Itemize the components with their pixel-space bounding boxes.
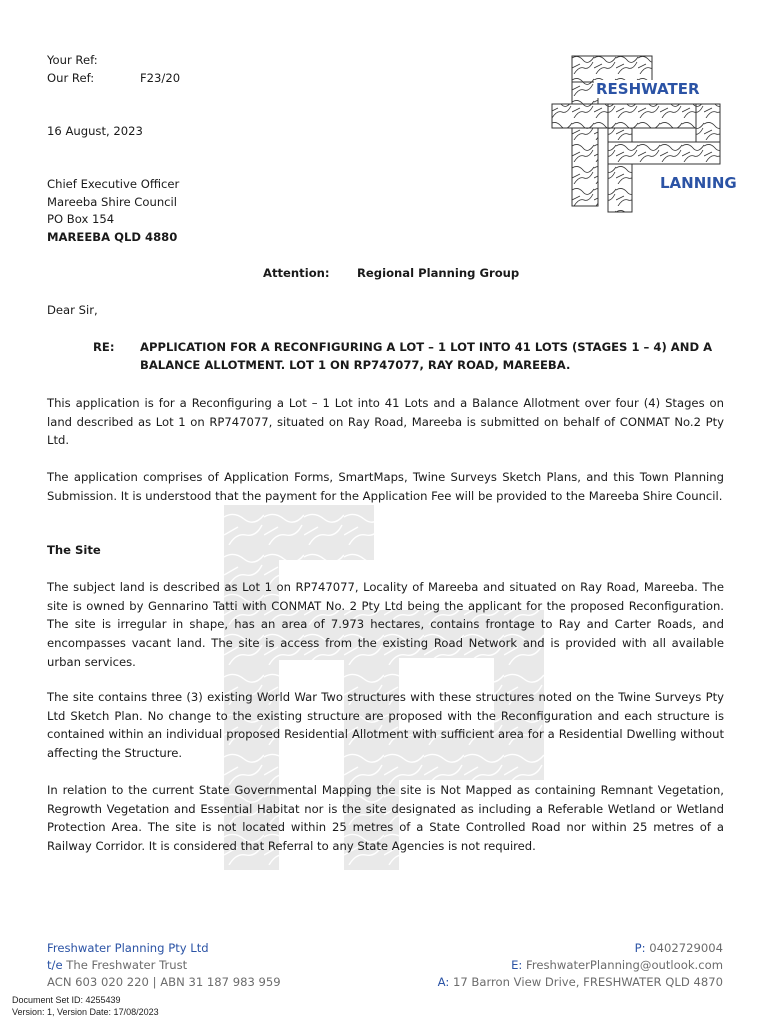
document-version: Version: 1, Version Date: 17/08/2023 [12,1007,159,1017]
footer-te-prefix: t/e [47,958,63,972]
footer-phone-value: 0402729004 [649,941,723,955]
recipient-line-3: PO Box 154 [47,212,115,226]
attention-value: Regional Planning Group [357,266,520,280]
subject-line-1: APPLICATION FOR A RECONFIGURING A LOT – 1 LOT INTO 41 LOTS (STAGES 1 – 4) AND A [140,340,713,354]
section-heading-site: The Site [47,543,101,557]
subject-label: RE: [93,340,115,354]
footer-trust [47,958,187,972]
footer-phone [635,941,723,955]
document-set-id: Document Set ID: 4255439 [12,995,121,1005]
letter-date: 16 August, 2023 [47,124,143,138]
paragraph-5: In relation to the current State Governmental Mapping the site is Not Mapped as containing Remnant Vegetation, Regrowth Vegetation and Essential Habitat nor is the site designated as including a Referable Wetland or Wetland Protection Area. The site is not located within 25 metres of a State Controlled Road nor within 25 metres of a Railway Corridor. It is considered that Referral to any State Agencies is not required. [47,783,724,854]
footer-phone-label: P: [634,941,646,955]
footer-company: Freshwater Planning Pty Ltd [47,941,209,955]
our-ref-value: F23/20 [140,71,181,85]
salutation: Dear Sir, [47,303,98,317]
footer-email-value: FreshwaterPlanning@outlook.com [526,958,723,972]
your-ref-label: Your Ref: [47,53,98,67]
footer-email [511,958,723,972]
footer-acn-abn: ACN 603 020 220 | ABN 31 187 983 959 [47,975,281,989]
attention-label: Attention: [263,266,330,280]
footer-te-name: The Freshwater Trust [66,958,188,972]
recipient-line-4: MAREEBA QLD 4880 [47,230,178,244]
logo-text-planning: LANNING [660,174,737,192]
company-logo [550,52,737,214]
subject-line-2: BALANCE ALLOTMENT. LOT 1 ON RP747077, RAY ROAD, MAREEBA. [140,358,571,372]
recipient-line-2: Mareeba Shire Council [47,195,177,209]
logo-text-freshwater: RESHWATER [596,80,700,98]
footer-address-value: 17 Barron View Drive, FRESHWATER QLD 4870 [452,975,723,989]
our-ref-label: Our Ref: [47,71,95,85]
footer-email-label: E: [511,958,523,972]
footer-address [438,975,723,989]
paragraph-4: The site contains three (3) existing World War Two structures with these structures noted on the Twine Surveys Pty Ltd Sketch Plan. No change to the existing structure are proposed with the Reconfiguration and each structure is contained within an individual proposed Residential Allotment with sufficient area for a Residential Dwelling without affecting the Structure. [47,690,724,761]
paragraph-1: This application is for a Reconfiguring a Lot – 1 Lot into 41 Lots and a Balance Allotment over four (4) Stages on land described as Lot 1 on RP747077, situated on Ray Road, Mareeba is submitted on behalf of CONMAT No.2 Pty Ltd. [47,396,724,448]
footer-address-label: A: [437,975,450,989]
paragraph-3: The subject land is described as Lot 1 on RP747077, Locality of Mareeba and situated on Ray Road, Mareeba. The site is owned by Gennarino Tatti with CONMAT No. 2 Pty Ltd being the applicant for the proposed Reconfiguration. The site is irregular in shape, has an area of 7.973 hectares, contains frontage to Ray and Carter Roads, and encompasses vacant land. The site is access from the existing Road Network and is provided with all available urban services. [47,580,724,669]
recipient-line-1: Chief Executive Officer [47,177,180,191]
paragraph-2: The application comprises of Application Forms, SmartMaps, Twine Surveys Sketch Plans, and this Town Planning Submission. It is understood that the payment for the Application Fee will be provided to the Mareeba Shire Council. [47,470,724,503]
